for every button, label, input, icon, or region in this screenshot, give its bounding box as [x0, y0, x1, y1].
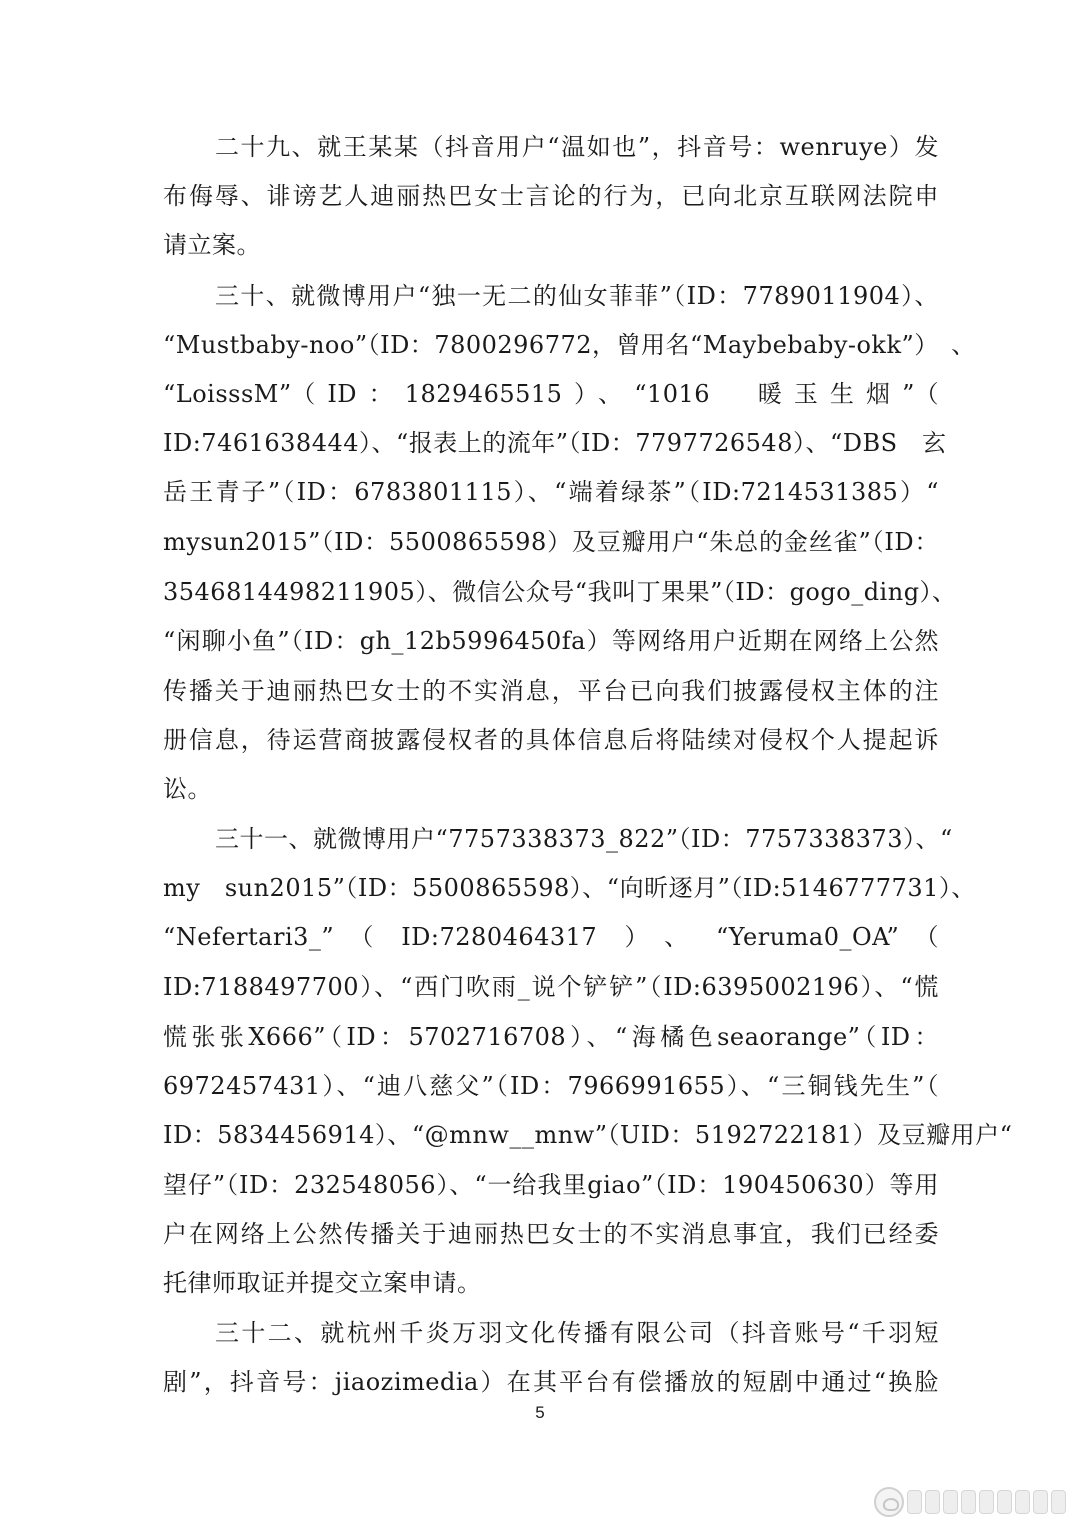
paragraph-29-line-2: 布侮辱、诽谤艺人迪丽热巴女士言论的行为，已向北京互联网法院申	[163, 182, 939, 210]
paragraph-30-line-7: 3546814498211905）、微信公众号“我叫丁果果”（ID：gogo_ding）、	[163, 578, 957, 606]
paragraph-30-line-9: 传播关于迪丽热巴女士的不实消息，平台已向我们披露侵权主体的注	[163, 677, 939, 705]
watermark-bar-8	[1033, 1490, 1048, 1514]
watermark-bar-5	[979, 1490, 994, 1514]
paragraph-30-line-5: 岳王青子”（ID：6783801115）、“端着绿茶”（ID:7214531385）“	[163, 478, 939, 506]
watermark-bar-2	[925, 1490, 940, 1514]
paragraph-31-line-3: “Nefertari3_”（ID:7280464317）、“Yeruma0_OA”（	[163, 923, 939, 951]
paragraph-31-line-9: 户在网络上公然传播关于迪丽热巴女士的不实消息事宜，我们已经委	[163, 1220, 939, 1248]
watermark-bar-4	[961, 1490, 976, 1514]
watermark-bar-1	[907, 1490, 922, 1514]
weibo-logo-icon	[874, 1487, 904, 1517]
watermark-bar-6	[997, 1490, 1012, 1514]
paragraph-31-line-6: 6972457431）、“迪八慈父”（ID：7966991655）、“三铜钱先生”（	[163, 1072, 939, 1100]
watermark-bar-9	[1051, 1490, 1066, 1514]
paragraph-30-line-10: 册信息，待运营商披露侵权者的具体信息后将陆续对侵权个人提起诉	[163, 726, 939, 754]
paragraph-30-line-1: 三十、就微博用户“独一无二的仙女菲菲”（ID：7789011904）、	[215, 282, 939, 310]
paragraph-31-line-2: my sun2015”（ID：5500865598）、“向昕逐月”（ID:5146777731）、	[163, 874, 976, 902]
paragraph-29-line-1: 二十九、就王某某（抖音用户“温如也”，抖音号：wenruye）发	[215, 133, 939, 161]
paragraph-29-line-3: 请立案。	[163, 231, 261, 259]
paragraph-31-line-7: ID：5834456914）、“@mnw__mnw”（UID：5192722181）及豆瓣用户“	[163, 1121, 1013, 1149]
paragraph-30-line-6: mysun2015”（ID：5500865598）及豆瓣用户“朱总的金丝雀”（ID：	[163, 528, 939, 556]
paragraph-30-line-11: 讼。	[163, 775, 212, 803]
paragraph-31-line-5: 慌张张X666”（ID：5702716708）、“海橘色seaorange”（ID：	[163, 1023, 939, 1051]
paragraph-31-line-10: 托律师取证并提交立案申请。	[163, 1269, 482, 1297]
watermark-bar-3	[943, 1490, 958, 1514]
paragraph-30-line-2: “Mustbaby-noo”（ID：7800296772，曾用名“Maybebaby-okk”） 、	[163, 331, 976, 359]
weibo-watermark	[874, 1487, 1066, 1517]
paragraph-32-line-1: 三十二、就杭州千炎万羽文化传播有限公司（抖音账号“千羽短	[215, 1319, 939, 1347]
watermark-bar-7	[1015, 1490, 1030, 1514]
paragraph-30-line-3: “LoisssM”（ID：1829465515）、“1016 暖玉生烟”（	[163, 380, 939, 408]
paragraph-32-line-2: 剧”，抖音号：jiaozimedia）在其平台有偿播放的短剧中通过“换脸	[163, 1368, 939, 1396]
page-number: 5	[535, 1403, 545, 1422]
paragraph-31-line-1: 三十一、就微博用户“7757338373_822”（ID：7757338373）、“	[215, 825, 953, 853]
paragraph-30-line-8: “闲聊小鱼”（ID：gh_12b5996450fa）等网络用户近期在网络上公然	[163, 627, 939, 655]
paragraph-30-line-4: ID:7461638444）、“报表上的流年”（ID：7797726548）、“DBS 玄	[163, 429, 947, 457]
paragraph-31-line-4: ID:7188497700）、“西门吹雨_说个铲铲”（ID:6395002196）、“慌	[163, 973, 939, 1001]
paragraph-31-line-8: 望仔”（ID：232548056）、“一给我里giao”（ID：190450630）等用	[163, 1171, 939, 1199]
